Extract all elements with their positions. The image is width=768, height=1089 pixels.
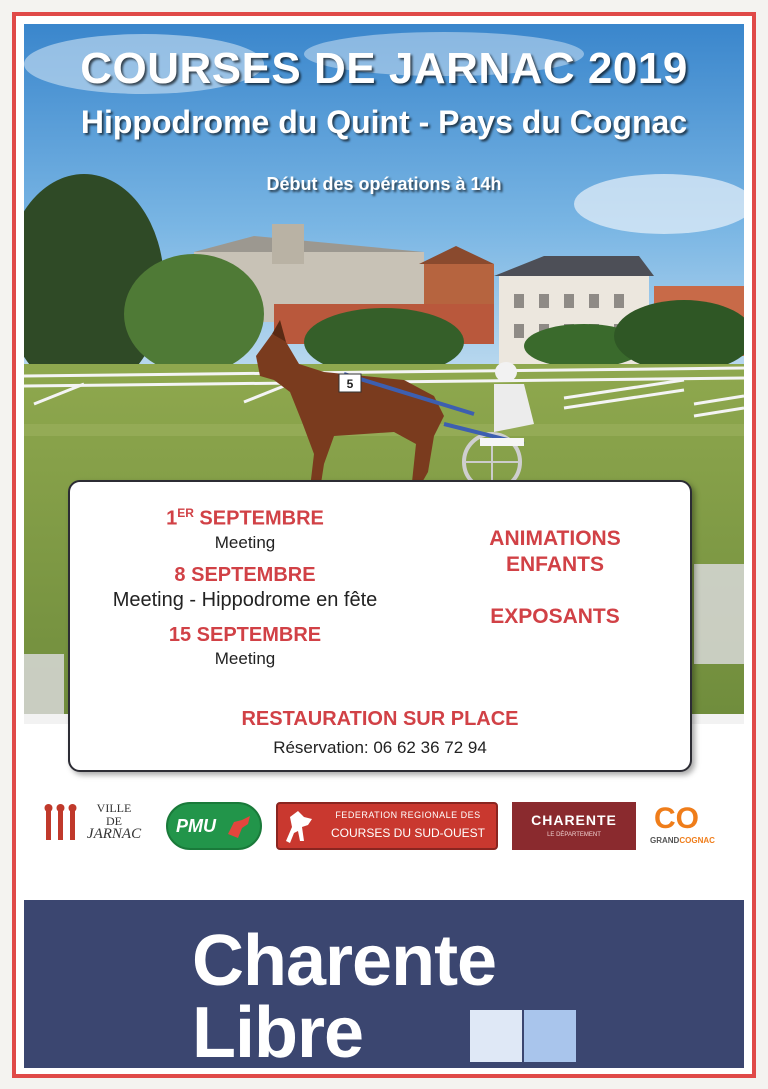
event-date: 15 SEPTEMBRE [168, 624, 322, 646]
program-panel [68, 480, 692, 772]
exposants-label: EXPOSANTS [490, 605, 620, 628]
animations-enfants [450, 526, 660, 578]
ville-text: VILLE [96, 801, 132, 815]
banner-square-blue [524, 1010, 576, 1062]
grand-text: GRAND [650, 836, 680, 845]
enfants-label: ENFANTS [505, 553, 604, 576]
jarnac-text: JARNAC [86, 826, 142, 842]
event-detail: Meeting [214, 532, 276, 552]
event-date: 1ER SEPTEMBRE [166, 506, 324, 530]
ville-de-jarnac-logo [42, 802, 152, 850]
event-date: 8 SEPTEMBRE [174, 564, 316, 586]
event-detail: Meeting [214, 649, 276, 668]
cognac-text: COGNAC [679, 836, 715, 845]
pmu-logo [166, 802, 262, 850]
poster-subtitle: Hippodrome du Quint - Pays du Cognac [80, 104, 688, 140]
banner-line1: Charente [192, 921, 497, 1001]
poster-title: COURSES DE JARNAC 2019 [80, 44, 688, 93]
charente-text: CHARENTE [531, 812, 617, 828]
event-2 [80, 564, 410, 612]
grand-cognac-mark: CO [654, 802, 699, 835]
grand-cognac-logo [650, 802, 734, 850]
event-detail: Meeting - Hippodrome en fête [112, 589, 378, 611]
pmu-text: PMU [176, 816, 216, 836]
departement-text: LE DÉPARTEMENT [547, 832, 601, 838]
banner-line2: Libre [192, 993, 364, 1073]
start-time: Début des opérations à 14h [266, 174, 502, 194]
jarnac-crest-icon [42, 802, 82, 850]
banner-square-light [470, 1010, 522, 1062]
federation-line2: COURSES DU SUD-OUEST [330, 826, 485, 840]
sponsor-logos [24, 786, 744, 866]
animations-label: ANIMATIONS [489, 527, 621, 550]
charente-libre-banner [24, 900, 744, 1073]
de-text: DE [106, 814, 122, 828]
poster [12, 12, 756, 1078]
white-horse-icon [282, 807, 318, 847]
federation-courses-logo [276, 802, 498, 850]
event-1 [80, 506, 410, 553]
reservation-phone: Réservation: 06 62 36 72 94 [273, 738, 487, 757]
pmu-horse-icon [224, 812, 254, 842]
restauration-title: RESTAURATION SUR PLACE [241, 708, 519, 730]
charente-departement-logo [512, 802, 636, 850]
bib-number: 5 [346, 377, 354, 391]
event-3 [80, 624, 410, 669]
federation-line1: FEDERATION REGIONALE DES [335, 810, 481, 820]
